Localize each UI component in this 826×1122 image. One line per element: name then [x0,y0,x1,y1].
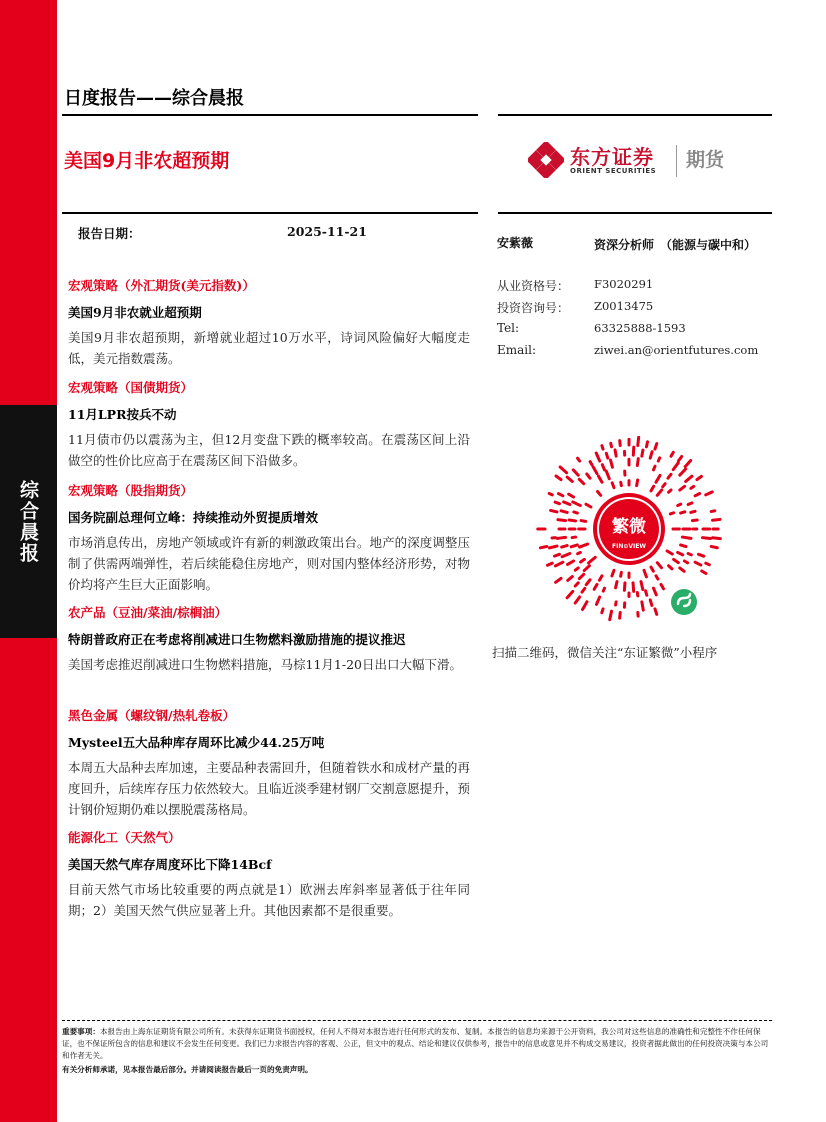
qr-code-stroke [711,511,715,512]
section-body: 目前天然气市场比较重要的两点就是1）欧洲去库斜率显著低于往年同期；2）美国天然气供应显著上升。其他因素都不是很重要。 [68,882,470,918]
qr-code-stroke [575,583,578,586]
qr-code-stroke [556,578,561,582]
section-body: 美国9月非农超预期，新增就业超过10万水平，诗词风险偏好大幅度走低，美元指数震荡。 [68,330,470,366]
qr-code-stroke [606,471,609,479]
qr-code-stroke [562,546,568,547]
qr-code-stroke [584,566,589,571]
header-rule-left [62,114,478,116]
qr-code-stroke [579,479,583,483]
qr-code-stroke [684,561,687,563]
qr-code-stroke [579,544,587,547]
qr-code-stroke [573,470,578,475]
analyst-commitment-note: 有关分析师承诺，见本报告最后部分。并请阅读报告最后一页的免责声明。 [62,1065,313,1074]
qr-code-stroke [582,588,585,592]
qr-code-stroke [713,538,721,539]
qr-code-stroke [644,570,646,577]
qr-code-stroke [673,463,678,470]
qr-code-stroke [598,491,601,495]
qr-code-stroke [620,613,621,619]
qr-code-stroke [650,452,652,458]
qr-code-stroke [578,458,580,461]
qr-code-stroke [702,538,710,539]
qr-code-stroke [611,443,612,447]
section-subheading: 特朗普政府正在考虑将削减进口生物燃料激励措施的提议推迟 [68,632,406,647]
qr-code-stroke [581,521,586,522]
qr-code-stroke [671,452,673,456]
qr-code-stroke [610,611,612,620]
qr-code-stroke [706,492,713,495]
section-subheading: 美国天然气库存周度环比下降14Bcf [68,857,272,872]
report-date-label: 报告日期： [78,226,141,241]
qr-code-stroke [638,437,639,445]
qr-code-stroke [599,576,602,580]
section-subheading: Mysteel五大品种库存周环比减少44.25万吨 [68,735,325,750]
section-heading: 宏观策略（国债期货） [68,380,194,395]
qr-code-stroke [668,474,671,478]
wechat-mini-program-icon [671,589,697,615]
section-heading: 农产品（豆油/菜油/棕榈油） [68,605,228,620]
logo-brand-en: ORIENT SECURITIES [570,167,657,175]
qr-code-stroke [678,552,683,554]
qr-code-stroke [678,457,681,462]
qr-code-stroke [612,570,614,576]
footer-divider [62,1020,772,1021]
qr-code-stroke [579,574,583,578]
analyst-tel-label: Tel: [497,321,520,335]
qr-code-stroke [681,512,685,513]
section-body: 市场消息传出，房地产领域或许有新的刺激政策出台。地产的深度调整压制了供需两端弹性，若后续能稳住房地产，则对国内整体经济形势，对物价均将产生巨大正面影响。 [68,535,470,592]
qr-code-stroke [699,554,704,556]
qr-code-stroke [569,520,575,521]
analyst-name: 安紫薇 [497,236,534,250]
logo-futures: 期货 [686,149,725,171]
section-body: 美国考虑推迟削减进口生物燃料措施，马棕11月1-20日出口大幅下滑。 [68,657,462,672]
qr-code-stroke [692,520,697,521]
qr-code-stroke [646,442,647,447]
qr-code-stroke [650,600,652,605]
qr-code-stroke [547,563,552,565]
section-ferrous [68,706,470,820]
qr-code-stroke [573,502,581,506]
section-heading: 黑色金属（螺纹钢/热轧卷板） [68,708,236,723]
qr-code-stroke [594,584,597,589]
qr-code-stroke [681,545,686,547]
qr-code-stroke [555,502,559,504]
date-rule-left [62,212,478,214]
qr-code-stroke [691,511,695,512]
qr-code-stroke [569,494,574,497]
analyst-email-label: Email: [497,343,537,357]
qr-code-stroke [589,557,596,563]
qr-code-stroke [624,583,625,590]
company-logo [528,141,738,179]
qr-code-stroke [586,580,590,585]
section-heading: 宏观策略（外汇期货(美元指数)） [68,278,255,293]
qr-code-stroke [653,588,656,595]
qr-caption: 扫描二维码，微信关注“东证繁微”小程序 [492,645,718,660]
qr-code-stroke [590,462,592,465]
qr-code-stroke [555,562,562,566]
qr-code-stroke [653,466,655,470]
section-body: 11月债市仍以震荡为主，但12月变盘下跌的概率较高。在震荡区间上沿做空的性价比应高于在震荡区间下沿做多。 [68,432,470,468]
qr-code-stroke [651,567,653,571]
qr-code-stroke [558,494,562,496]
mini-program-qr-code[interactable] [530,436,728,634]
qr-code-stroke [602,465,604,470]
qr-code-stroke [702,571,706,573]
qr-code-stroke [568,561,574,564]
qr-code-stroke [567,477,572,481]
section-bonds [68,378,470,471]
qr-code-stroke [611,460,613,467]
report-date-value: 2025-11-21 [287,224,367,239]
qr-code-stroke [558,520,566,521]
disclaimer [62,1026,772,1062]
qr-code-stroke [688,553,691,554]
qr-code-stroke [596,597,599,604]
qr-code-stroke [572,537,575,538]
qr-code-stroke [667,551,672,554]
qr-code-stroke [713,519,721,520]
qr-code-stroke [621,482,622,485]
qr-code-stroke [641,582,643,590]
qr-code-stroke [616,582,617,588]
qr-code-stroke [655,609,657,614]
qr-code-stroke [706,563,710,565]
qr-code-stroke [596,453,599,461]
qr-code-stroke [686,476,692,481]
qr-center-sub: FIN⊙VIEW [612,543,646,550]
qr-code-stroke [583,602,587,610]
qr-code-stroke [549,546,557,548]
qr-code-stroke [602,446,603,449]
section-energy [68,828,470,921]
qr-code-stroke [656,576,658,579]
qr-code-stroke [549,493,552,494]
qr-code-stroke [680,469,686,475]
qr-code-stroke [560,467,566,473]
qr-code-stroke [642,450,643,456]
qr-code-stroke [682,537,691,538]
qr-code-stroke [688,503,692,505]
qr-code-stroke [663,484,665,487]
qr-code-stroke [606,453,607,458]
qr-code-stroke [657,490,661,495]
analyst-role: 资深分析师 （能源与碳中和） [594,238,757,252]
qr-code-stroke [586,504,591,507]
qr-code-stroke [574,512,578,513]
section-subheading: 11月LPR按兵不动 [68,407,177,422]
analyst-tel-value: 63325888-1593 [594,321,686,335]
report-title: 美国9月非农超预期 [64,150,230,172]
qr-code-stroke [691,486,694,488]
analyst-consult-label: 投资咨询号： [497,301,570,315]
qr-code-stroke [697,476,701,479]
section-body: 本周五大品种去库加速，主要品种表需回升，但随着铁水和成材产量的再度回升，后续库存压力依然较大。且临近淡季建材钢厂交割意愿提升，预计钢价短期仍难以摆脱震荡格局。 [68,760,470,817]
qr-code-stroke [656,475,660,482]
qr-code-stroke [603,588,604,591]
date-rule-right [498,212,772,214]
qr-code-stroke [642,602,643,610]
qr-code-stroke [561,511,567,513]
qr-code-stroke [571,545,577,547]
qr-code-stroke [587,474,590,478]
qr-code-stroke [620,441,621,446]
logo-brand-cn: 东方证券 [570,145,654,169]
qr-code-stroke [562,553,570,556]
qr-code-stroke [637,480,638,486]
section-heading: 宏观策略（股指期货） [68,483,194,498]
qr-code-stroke [670,513,673,514]
qr-code-stroke [612,483,614,488]
qr-code-stroke [669,566,672,569]
qr-code-stroke [655,444,657,450]
qr-code-stroke [556,476,561,480]
qr-code-stroke [678,504,681,505]
qr-code-stroke [695,494,700,496]
qr-code-stroke [568,577,573,581]
analyst-consult-value: Z0013475 [594,299,654,313]
qr-code-stroke [680,486,685,490]
qr-code-stroke [711,546,717,547]
report-type-heading: 日度报告——综合晨报 [64,88,244,109]
qr-code-stroke [616,602,617,605]
qr-center-text: 繁微 [612,517,646,537]
qr-code-stroke [557,537,565,538]
section-heading: 能源化工（天然气） [68,830,181,845]
qr-code-stroke [602,609,603,613]
qr-code-stroke [633,583,634,592]
qr-code-stroke [680,568,684,571]
qr-code-stroke [674,559,679,562]
analyst-email-value[interactable]: ziwei.an@orientfutures.com [594,343,759,357]
qr-code-stroke [598,476,602,482]
section-fx [68,276,470,369]
qr-code-stroke [578,552,581,553]
disclaimer-label: 重要事项： [62,1027,100,1036]
side-category-label: 综合晨报 [0,405,57,638]
section-agri [68,603,470,675]
qr-code-stroke [637,459,638,466]
qr-code-stroke [685,460,690,466]
qr-code-stroke [554,554,559,556]
section-subheading: 国务院副总理何立峰：持续推动外贸提质增效 [68,510,319,525]
disclaimer-text: 本报告由上海东证期货有限公司所有。未获得东证期货书面授权，任何人不得对本报告进行任何形式的发布、复制。本报告的信息均来源于公开资料，我公司对这些信息的准确性和完整性不作任何保证，也不保证所包含的信息和建议不会发生任何变更。我们已力求报告内容的客观、公正，但文中的观点、结论和建议仅供参考，报告中的信息或意见并不构成交易建议，投资者据此做出的任何投资决策与本公司和作者无关。 [62,1027,769,1060]
section-index [68,481,470,595]
qr-code-stroke [646,591,647,595]
qr-code-stroke [540,546,546,547]
qr-code-stroke [581,559,585,562]
qr-code-stroke [661,584,664,588]
qr-code-stroke [657,563,661,568]
analyst-license-label: 从业资格号： [497,279,570,293]
qr-code-stroke [575,597,579,603]
qr-code-icon [530,436,728,634]
qr-code-stroke [575,568,578,570]
analyst-license-value: F3020291 [594,277,654,291]
qr-code-stroke [651,486,654,491]
qr-code-stroke [564,502,570,505]
qr-code-stroke [621,572,622,576]
qr-code-stroke [615,450,616,456]
logo-divider [676,145,677,177]
qr-code-stroke [695,562,701,565]
qr-code-stroke [658,458,659,461]
qr-code-stroke [551,510,557,512]
section-subheading: 美国9月非农就业超预期 [68,305,202,320]
qr-code-stroke [567,591,573,597]
logo-mark-icon [528,142,564,178]
qr-code-stroke [669,490,671,492]
header-rule-right [498,114,772,116]
qr-code-stroke [593,467,597,474]
